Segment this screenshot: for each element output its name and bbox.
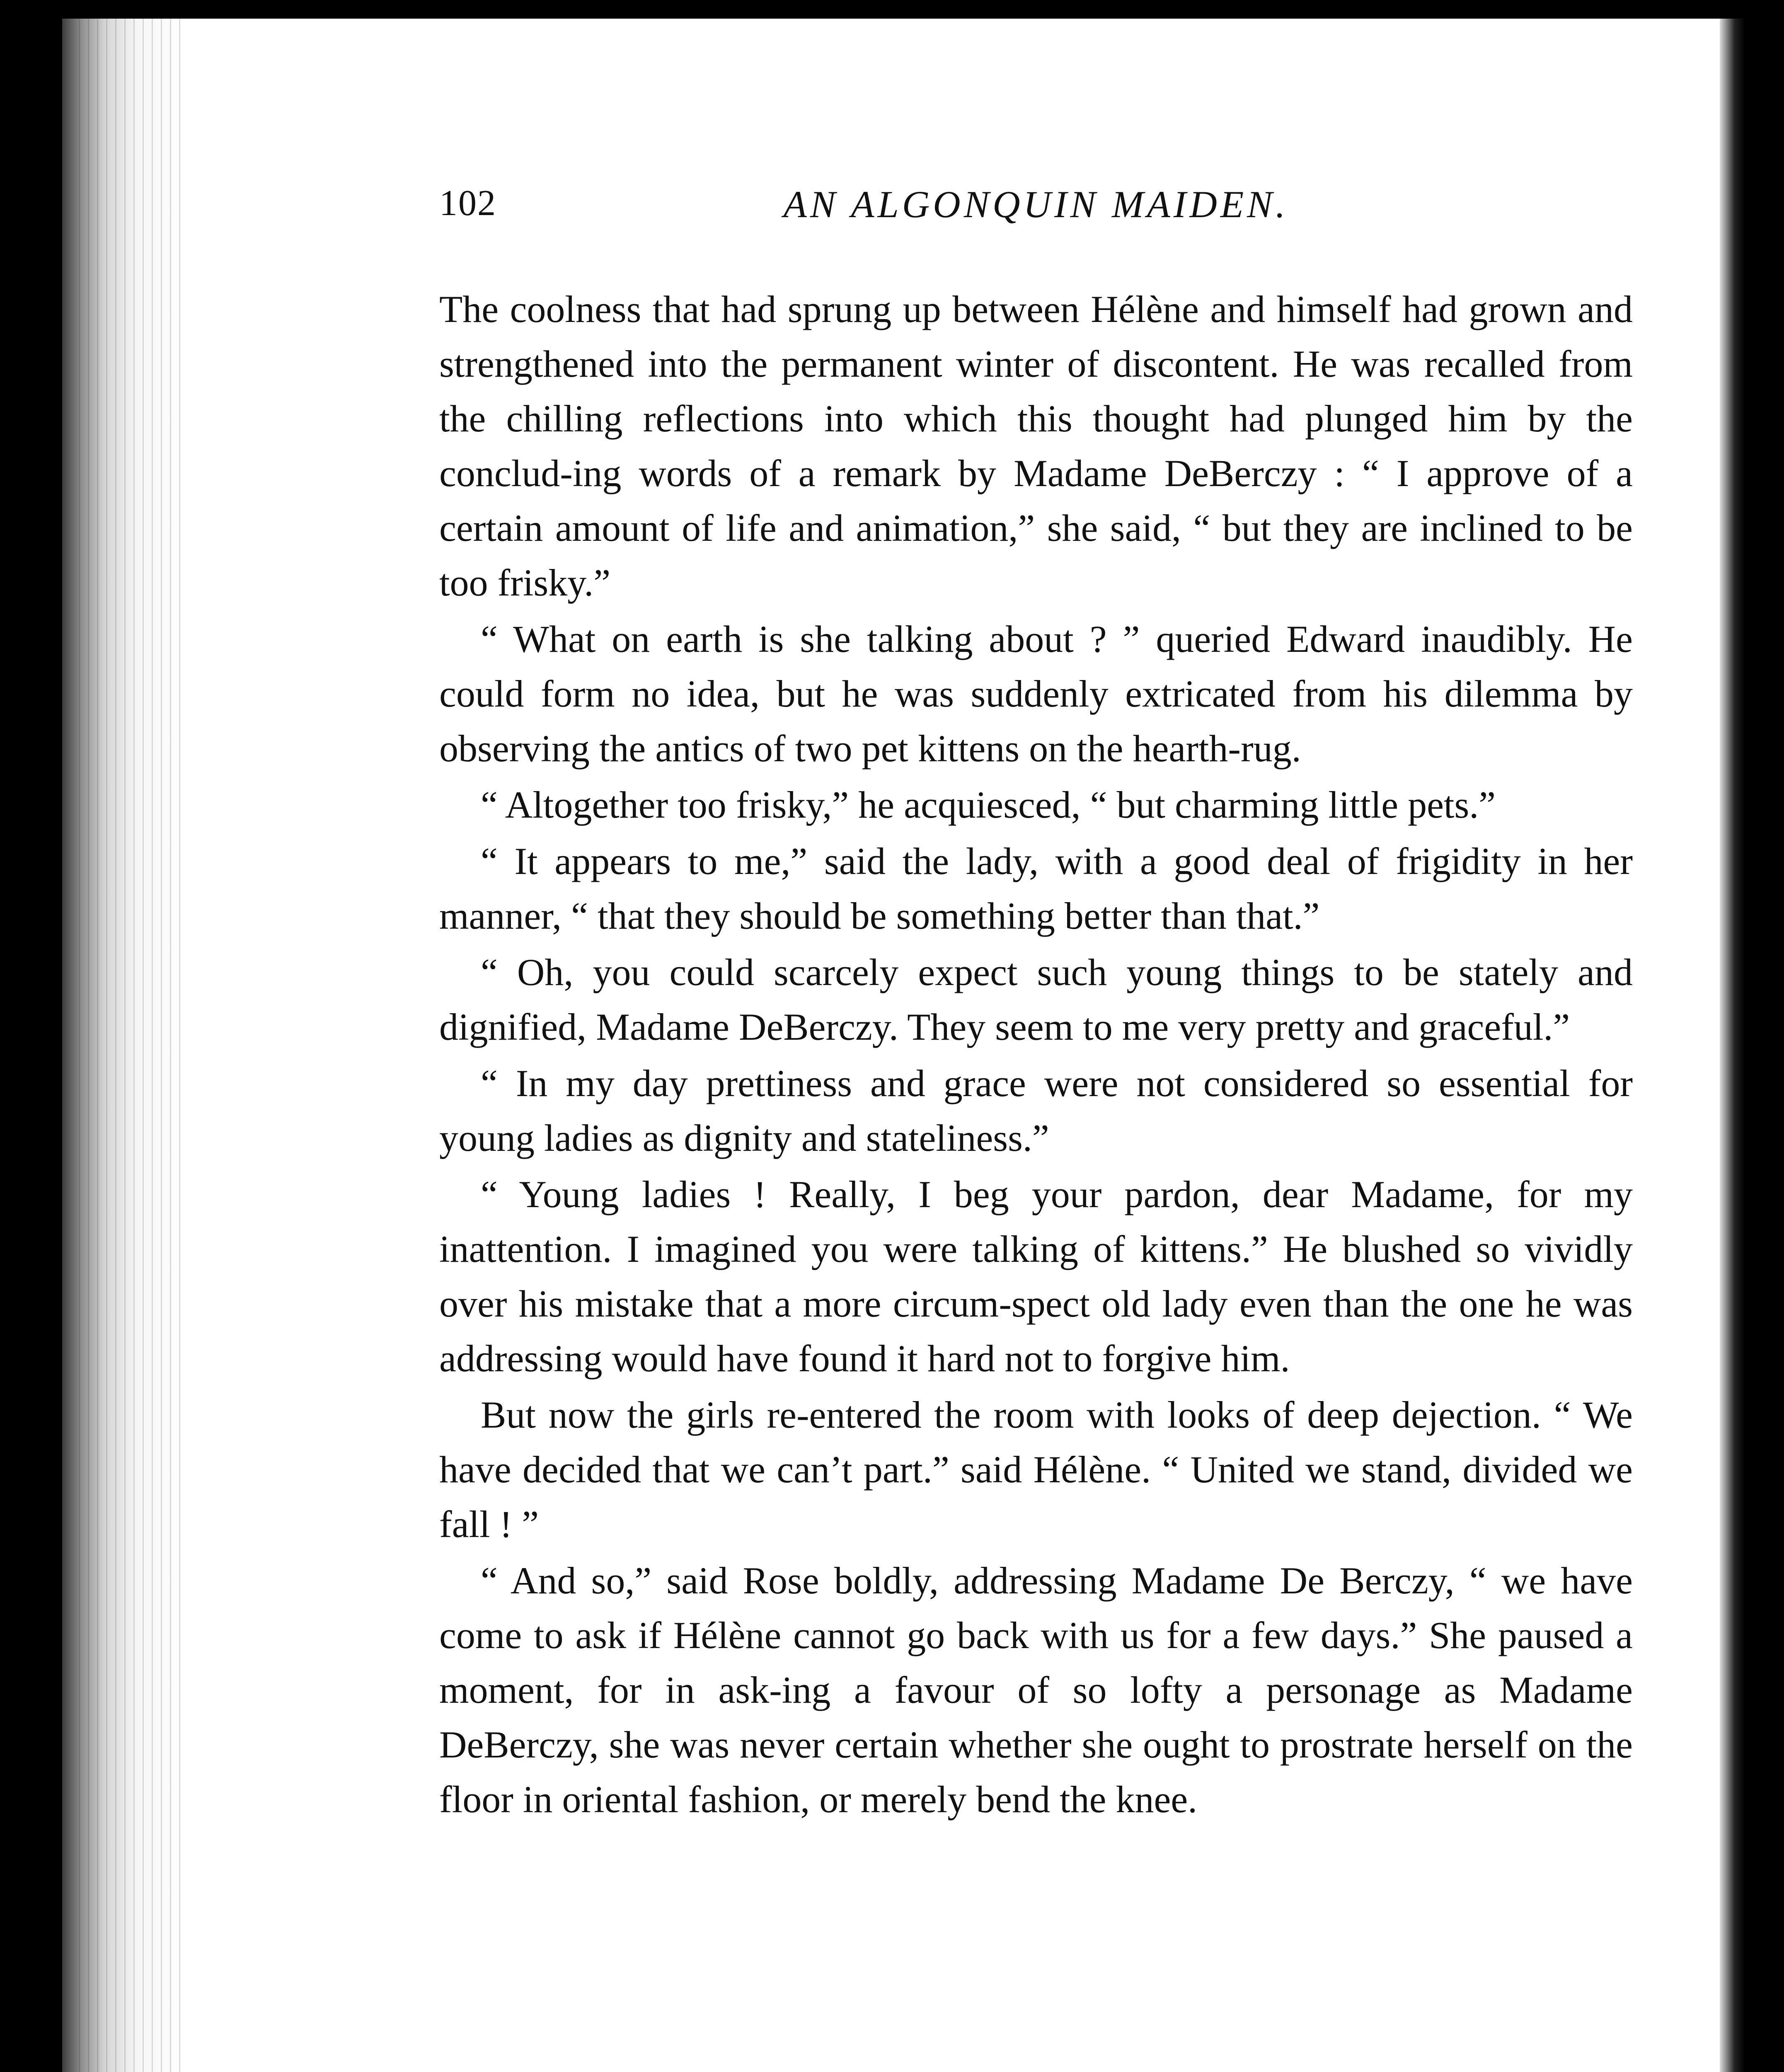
paragraph-3: “ Altogether too frisky,” he acquiesced, “ but charming little pets.” [481,784,1496,826]
running-title: AN ALGONQUIN MAIDEN. [783,183,1289,225]
page-number: 102 [439,183,496,223]
paragraph-8: But now the girls re-entered the room with looks of deep dejection. “ We have decided that we can’t part.” said Hélène. “ United we stand, divided we fall ! ” [439,1394,1633,1545]
paragraph-9: “ And so,” said Rose boldly, addressing Madame De Berczy, “ we have come to ask if Hélène cannot go back with us for a few days.” She paused a moment, for in ask-ing a favour of so lofty a personage as Madame DeBerczy, she was never certain whether she ought to prostrate herself on the floor in oriental fashion, or merely bend the knee. [439,1559,1633,1820]
running-head [439,182,1633,236]
paragraph-2: “ What on earth is she talking about ? ” queried Edward inaudibly. He could form no idea, but he was suddenly extricated from his dilemma by observing the antics of two pet kittens on the hearth-rug. [439,618,1633,770]
paragraph-7: “ Young ladies ! Really, I beg your pardon, dear Madame, for my inattention. I imagined you were talking of kittens.” He blushed so vividly over his mistake that a more circum-spect old lady even than the one he was addressing would have found it hard not to forgive him. [439,1173,1633,1380]
text-block [439,182,1633,1828]
paragraph-6: “ In my day prettiness and grace were not considered so essential for young ladies as dignity and stateliness.” [439,1062,1633,1159]
page-right-edge [1720,19,1745,2072]
paragraph-1: The coolness that had sprung up between Hélène and himself had grown and strengthened into the permanent winter of discontent. He was recalled from the chilling reflections into which this thought had plunged him by the conclud-ing words of a remark by Madame DeBerczy : “ I approve of a certain amount of life and animation,” she said, “ but they are inclined to be too frisky.” [439,288,1633,604]
paragraph-4: “ It appears to me,” said the lady, with a good deal of frigidity in her manner, “ that they should be something better than that.” [439,840,1633,937]
binding-gutter-lines [79,19,186,2072]
paragraph-5: “ Oh, you could scarcely expect such young things to be stately and dignified, Madame DeBerczy. They seem to me very pretty and graceful.” [439,951,1633,1048]
